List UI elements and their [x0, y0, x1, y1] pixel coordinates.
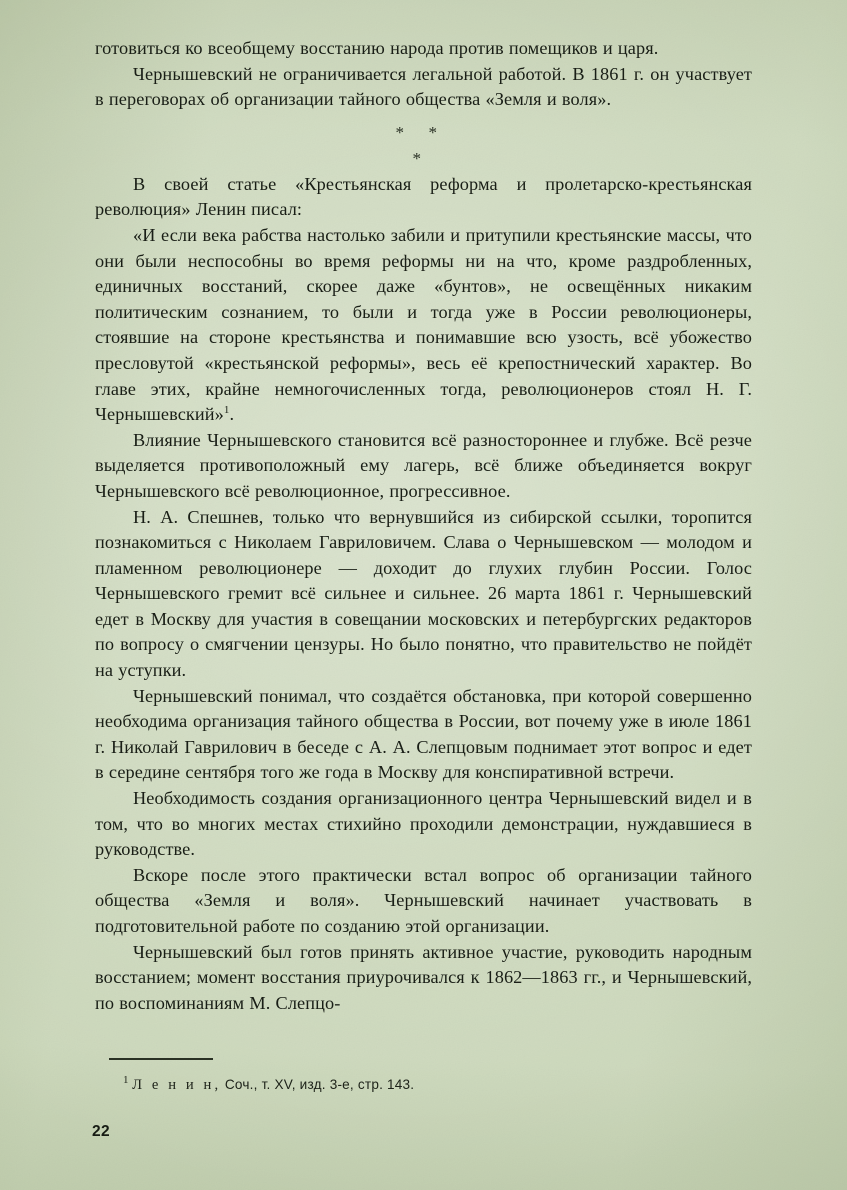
asterisk-divider [95, 116, 752, 172]
paragraph-continuation: готовиться ко всеобщему восстанию народа против помещиков и царя. [95, 38, 659, 58]
footnote-author: Л е н и н, [132, 1076, 222, 1093]
paragraph-secret-society-need: Чернышевский понимал, что создаётся обстановка, при которой совершенно необходима организация тайного общества в России, вот почему уже в июле 1861 г. Николай Гаврилович в беседе с А. А. Слепцовым поднимает этот вопрос и едет в середине сентября того же года в Москву для конспиративной встречи. [95, 685, 752, 783]
paragraph-uprising: Чернышевский был готов принять активное участие, руководить народным восстанием; момент восстания приурочивался к 1862—1863 гг., и Чернышевский, по воспоминаниям М. Слепцо- [95, 941, 752, 1013]
paragraph-lenin-article: В своей статье «Крестьянская реформа и пролетарско-крестьянская революция» Ленин писал: [95, 173, 752, 220]
quotation-text: «И если века рабства настолько забили и притупили крестьянские массы, что они были неспособны во время реформы ни на что, кроме раздробленных, единичных восстаний, скорее даже «бунтов», не освещённых никаким политическим сознанием, то были и тогда уже в России революционеры, стоявшие на стороне крестьянства и понимавшие всю узость, всё убожество пресловутой «крестьянской реформы», весь её крепостнический характер. Во главе этих, крайне немногочисленных тогда, революционеров стоял Н. Г. Чернышевский» [95, 224, 752, 425]
paragraph-lenin-quotation [95, 223, 752, 428]
page-number: 22 [92, 1123, 111, 1140]
footnote-entry [95, 1071, 752, 1095]
footnote-area [95, 1058, 752, 1095]
paragraph-zemlya-i-volya: Вскоре после этого практически встал вопрос об организации тайного общества «Земля и воля». Чернышевский начинает участвовать в подготовительной работе по созданию этой организации. [95, 864, 752, 936]
footnote-separator-rule [109, 1058, 213, 1060]
footnote-number: 1 [123, 1074, 129, 1086]
paragraph-influence: Влияние Чернышевского становится всё разностороннее и глубже. Всё резче выделяется противоположный ему лагерь, всё ближе объединяется вокруг Чернышевского всё революционное, прогрессивное. [95, 429, 752, 501]
paragraph-chernyshevsky-legal-work: Чернышевский не ограничивается легальной работой. В 1861 г. он участвует в переговорах об организации тайного общества «Земля и воля». [95, 63, 752, 110]
asterisk-glyph-bottom: * [412, 148, 421, 168]
quotation-trailing-punctuation: . [229, 404, 235, 425]
body-text-column [95, 36, 752, 1016]
paragraph-speshnev: Н. А. Спешнев, только что вернувшийся из сибирской ссылки, торопится познакомиться с Николаем Гавриловичем. Слава о Чернышевском — молодом и пламенном революционере — доходит до глухих глубин России. Голос Чернышевского гремит всё сильнее и сильнее. 26 марта 1861 г. Чернышевский едет в Москву для участия в совещании московских и петербургских редакторов по вопросу о смягчении цензуры. Но было понятно, что правительство не пойдёт на уступки. [95, 506, 752, 681]
footnote-citation: Соч., т. XV, изд. 3-е, стр. 143. [224, 1076, 415, 1092]
paragraph-org-centre: Необходимость создания организационного центра Чернышевский видел и в том, что во многих местах стихийно проходили демонстрации, нуждавшиеся в руководстве. [95, 788, 752, 860]
asterisk-glyph-right: * [428, 122, 437, 142]
footnote-reference-marker: 1 [223, 404, 230, 417]
asterisk-glyph-left: * [395, 122, 404, 142]
